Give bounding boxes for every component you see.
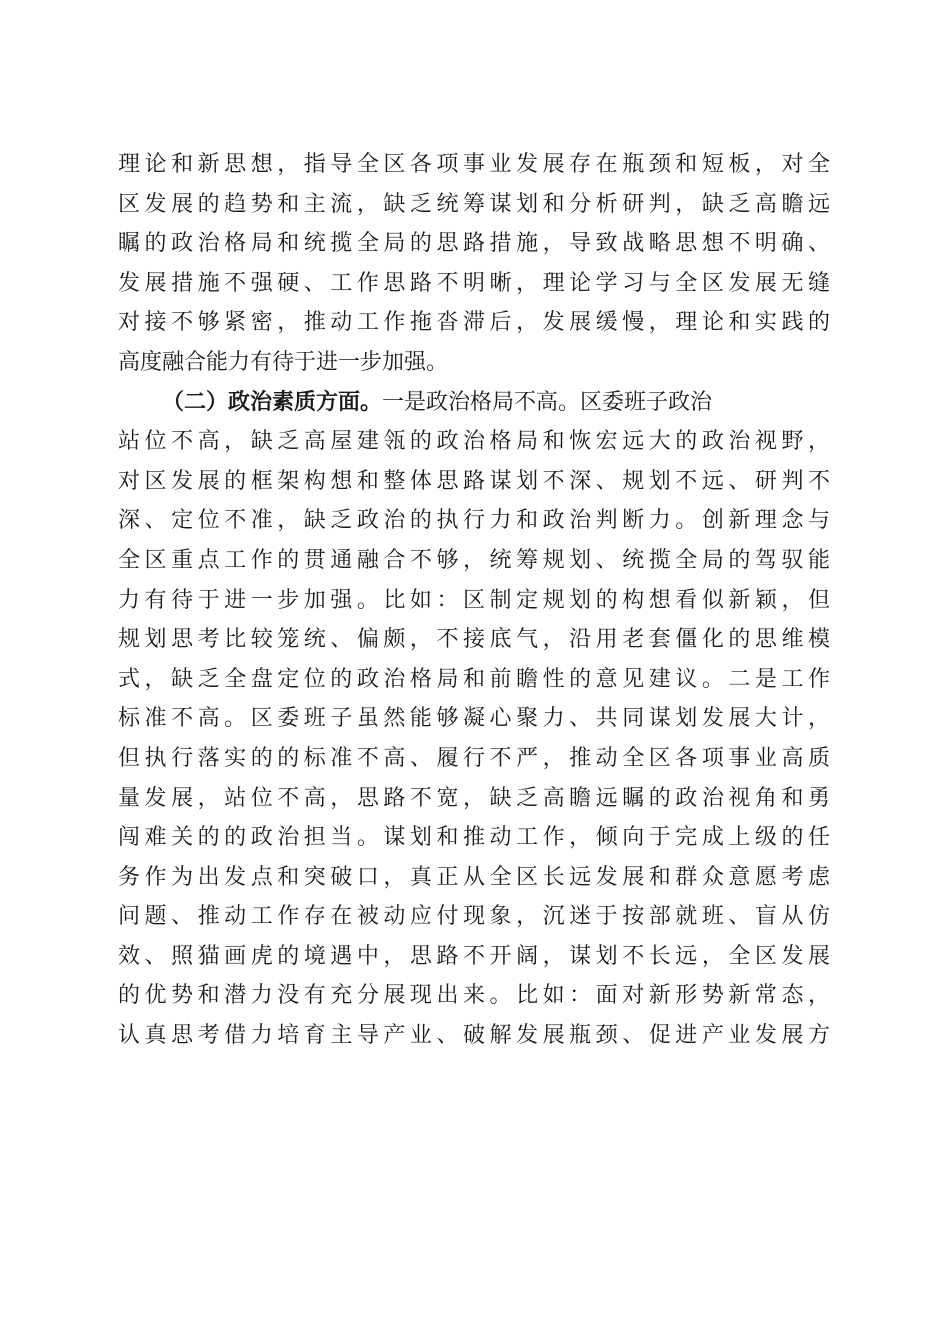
text-line: 深、定位不准，缺乏政治的执行力和政治判断力。创新理念与 <box>118 508 830 534</box>
text-line: 力有待于进一步加强。比如：区制定规划的构想看似新颖，但 <box>118 587 830 613</box>
text-line: 对区发展的框架构想和整体思路谋划不深、规划不远、研判不 <box>118 468 830 494</box>
section-heading: （二）政治素质方面。 <box>162 388 383 415</box>
text-line: 效、照猫画虎的境遇中，思路不开阔，谋划不长远，全区发展 <box>118 943 830 969</box>
text-line: 式，缺乏全盘定位的政治格局和前瞻性的意见建议。二是工作 <box>118 666 830 692</box>
text-line: 标准不高。区委班子虽然能够凝心聚力、共同谋划发展大计， <box>118 706 830 732</box>
section-heading-line <box>118 383 830 423</box>
text-line: 务作为出发点和突破口，真正从全区长远发展和群众意愿考虑 <box>118 864 830 890</box>
text-line: 全区重点工作的贯通融合不够，统筹规划、统揽全局的驾驭能 <box>118 547 830 573</box>
text-line: 闯难关的的政治担当。谋划和推动工作，倾向于完成上级的任 <box>118 825 830 851</box>
text-line: 量发展，站位不高，思路不宽，缺乏高瞻远瞩的政治视角和勇 <box>118 785 830 811</box>
text-line: 区发展的趋势和主流，缺乏统筹谋划和分析研判，缺乏高瞻远 <box>118 191 830 217</box>
text-line: 理论和新思想，指导全区各项事业发展存在瓶颈和短板，对全 <box>118 152 830 177</box>
text-line: 高度融合能力有待于进一步加强。 <box>118 349 449 375</box>
text-line: 问题、推动工作存在被动应付现象，沉迷于按部就班、盲从仿 <box>118 904 830 930</box>
text-line: 发展措施不强硬、工作思路不明晰，理论学习与全区发展无缝 <box>118 270 830 296</box>
text-line: 的优势和潜力没有充分展现出来。比如：面对新形势新常态， <box>118 983 830 1009</box>
text-line: 站位不高，缺乏高屋建瓴的政治格局和恢宏远大的政治视野， <box>118 429 830 455</box>
text-segment: 一是政治格局不高。区委班子政治 <box>382 389 713 415</box>
text-line: 瞩的政治格局和统揽全局的思路措施，导致战略思想不明确、 <box>118 231 830 257</box>
text-line: 规划思考比较笼统、偏颇，不接底气，沿用老套僵化的思维模 <box>118 627 830 653</box>
body-text <box>118 145 830 1056</box>
text-line: 认真思考借力培育主导产业、破解发展瓶颈、促进产业发展方 <box>118 1023 830 1049</box>
text-line: 但执行落实的的标准不高、履行不严，推动全区各项事业高质 <box>118 745 830 771</box>
text-line: 对接不够紧密，推动工作拖沓滞后，发展缓慢，理论和实践的 <box>118 310 830 336</box>
